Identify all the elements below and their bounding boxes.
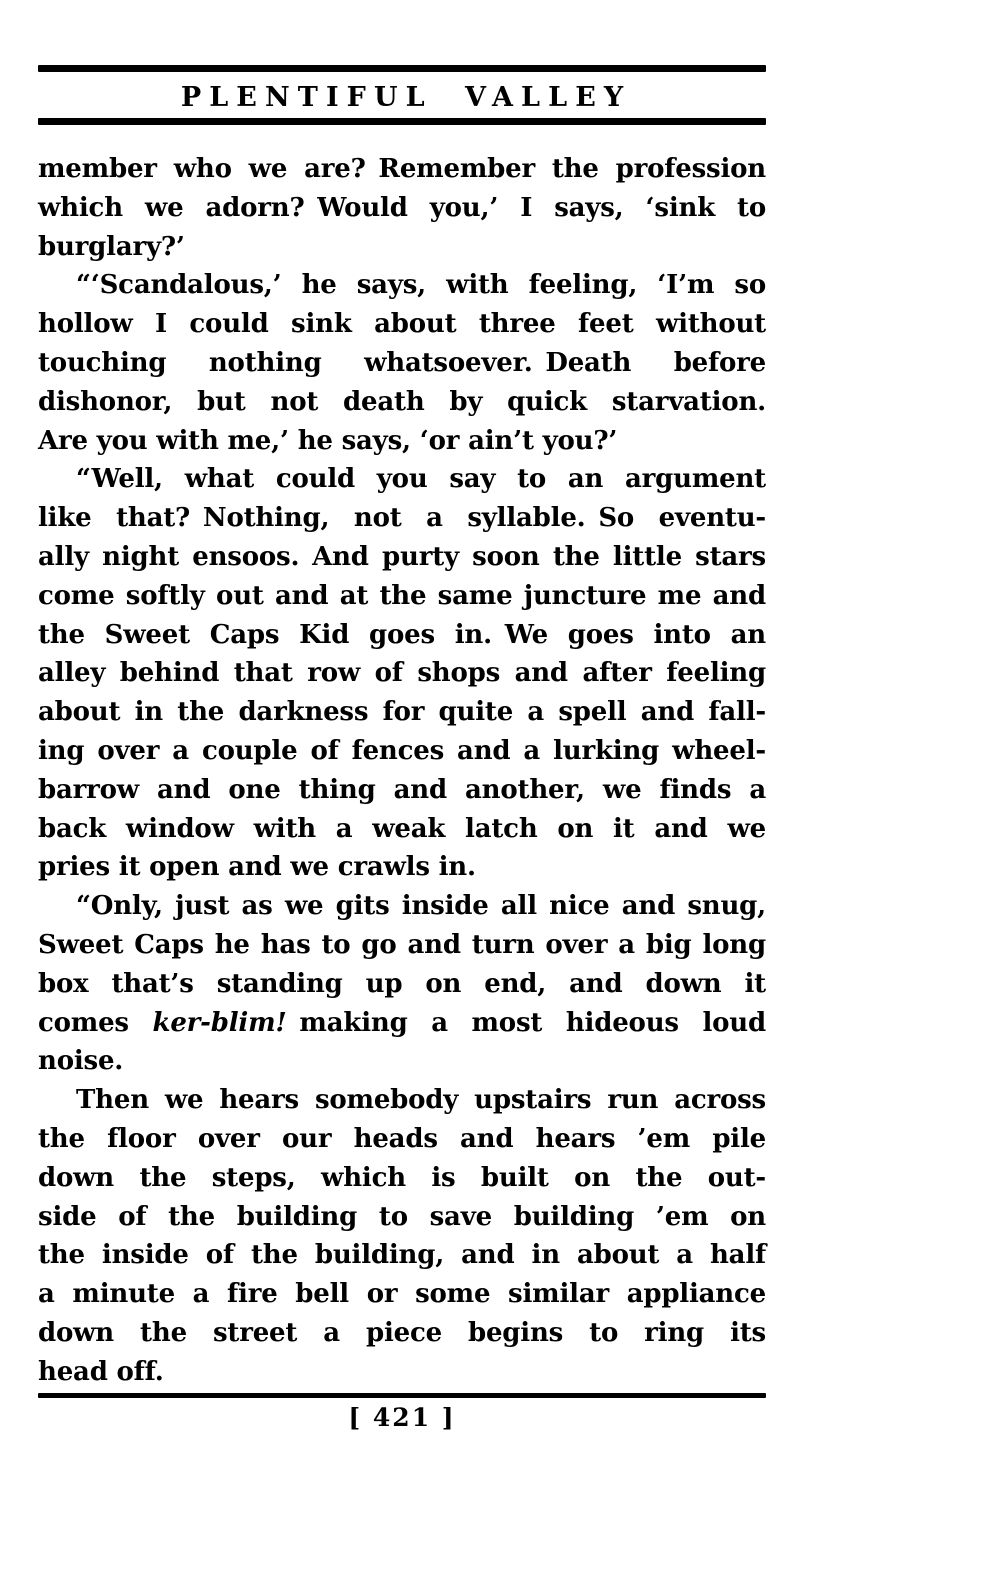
text-line: the inside of the building, and in about a half bbox=[38, 1240, 766, 1271]
header-rule-top bbox=[38, 65, 766, 72]
paragraph bbox=[38, 460, 766, 887]
paragraph bbox=[38, 887, 766, 1081]
text-line: which we adorn? Would you,’ I says, ‘sink to bbox=[38, 192, 766, 223]
paragraph bbox=[38, 150, 766, 266]
text-line: hollow I could sink about three feet without bbox=[38, 309, 766, 340]
paragraph bbox=[38, 1081, 766, 1391]
text-line: Sweet Caps he has to go and turn over a big long bbox=[38, 929, 766, 960]
text-line: come softly out and at the same juncture me and bbox=[38, 580, 766, 611]
text-line: dishonor, but not death by quick starvation. bbox=[38, 386, 766, 417]
text-line: box that’s standing up on end, and down it bbox=[38, 968, 766, 999]
text-line: the Sweet Caps Kid goes in. We goes into an bbox=[38, 619, 766, 650]
text-line: down the street a piece begins to ring its bbox=[38, 1317, 766, 1348]
text-line: “Only, just as we gits inside all nice and snug, bbox=[76, 891, 766, 922]
text-line: down the steps, which is built on the out- bbox=[38, 1162, 766, 1193]
text-line: head off. bbox=[38, 1356, 164, 1387]
text-line: pries it open and we crawls in. bbox=[38, 852, 476, 883]
text-line: member who we are? Remember the profession bbox=[38, 154, 766, 184]
text-line: ally night ensoos. And purty soon the little stars bbox=[38, 541, 766, 572]
paragraph bbox=[38, 266, 766, 460]
text-line: the floor over our heads and hears ’em pile bbox=[38, 1123, 766, 1154]
text-line: alley behind that row of shops and after feeling bbox=[38, 658, 766, 689]
page-number: [ 421 ] bbox=[348, 1403, 456, 1432]
italic-text: ker-blim! bbox=[152, 1007, 287, 1038]
text-line: ing over a couple of fences and a lurking wheel- bbox=[38, 735, 766, 766]
text-line: touching nothing whatsoever. Death before bbox=[38, 347, 766, 378]
text-line bbox=[38, 1004, 766, 1043]
text-line: Then we hears somebody upstairs run across bbox=[76, 1085, 766, 1116]
text-line: about in the darkness for quite a spell and fall- bbox=[38, 697, 766, 728]
text-segment: making a most hideous loud bbox=[286, 1007, 766, 1038]
text-line: Are you with me,’ he says, ‘or ain’t you?’ bbox=[38, 425, 618, 456]
text-line: burglary?’ bbox=[38, 231, 185, 262]
footer-rule bbox=[38, 1393, 766, 1398]
text-line: “Well, what could you say to an argument bbox=[76, 464, 766, 495]
body-text bbox=[38, 150, 766, 1392]
text-line: a minute a fire bell or some similar appliance bbox=[38, 1279, 766, 1310]
text-line: side of the building to save building ’em on bbox=[38, 1201, 766, 1232]
text-line: barrow and one thing and another, we finds a bbox=[38, 774, 766, 805]
running-header-title: PLENTIFUL VALLEY bbox=[180, 82, 632, 113]
text-segment: comes bbox=[38, 1007, 153, 1038]
text-line: like that? Nothing, not a syllable. So eventu- bbox=[38, 503, 766, 534]
text-line: “‘Scandalous,’ he says, with feeling, ‘I’m so bbox=[76, 270, 766, 301]
text-line: back window with a weak latch on it and we bbox=[38, 813, 766, 844]
header-rule-bottom bbox=[38, 118, 766, 125]
text-line: noise. bbox=[38, 1046, 124, 1077]
